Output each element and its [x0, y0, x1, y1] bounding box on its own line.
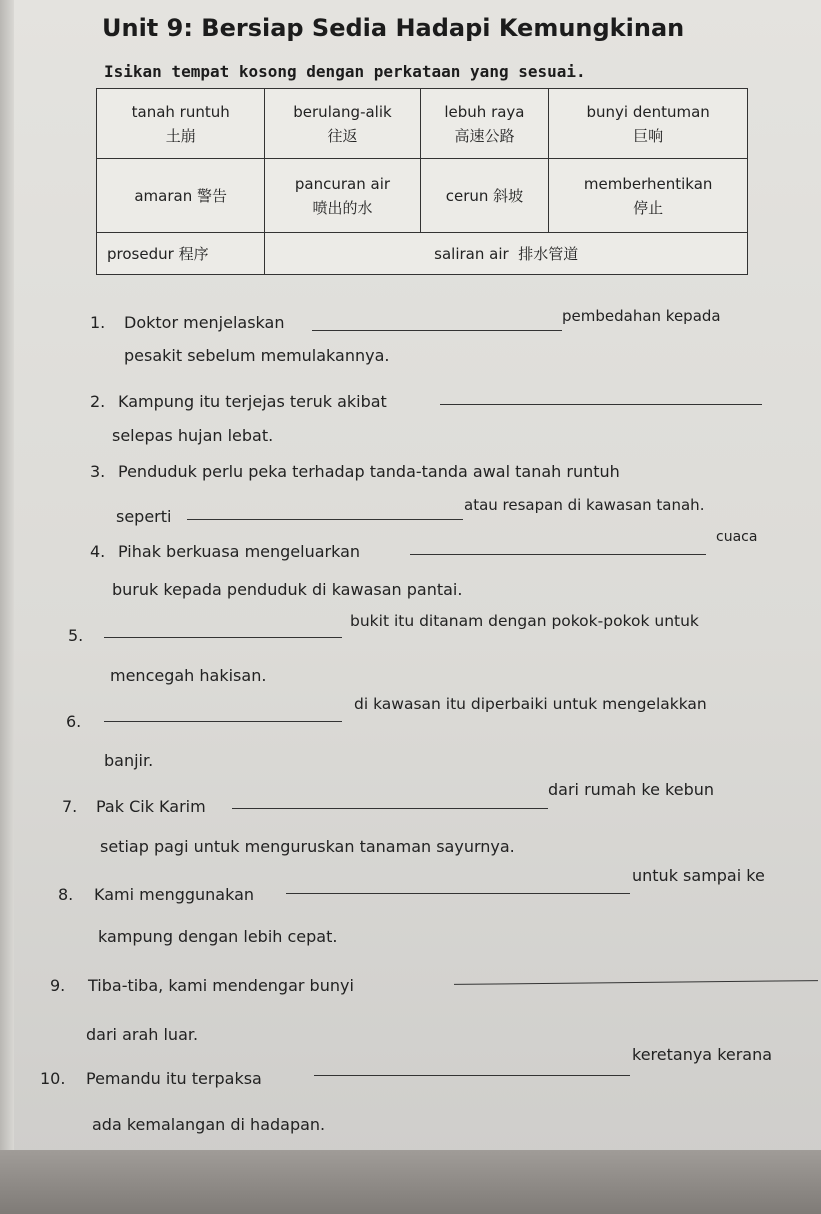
question-1-blank[interactable]: [312, 330, 562, 331]
question-4-text-after: cuaca: [716, 529, 758, 545]
vocab-cell: saliran air 排水管道: [265, 233, 748, 275]
question-8-continuation: kampung dengan lebih cepat.: [98, 927, 338, 946]
question-1-text: Doktor menjelaskan: [124, 313, 285, 332]
question-8-text: Kami menggunakan: [94, 885, 255, 904]
vocab-cell: memberhentikan 停止: [549, 159, 748, 233]
table-surface: [0, 1150, 821, 1214]
question-2-blank[interactable]: [440, 404, 762, 405]
vocab-cell: berulang-alik 往返: [265, 89, 420, 159]
question-6-number: 6.: [66, 712, 82, 731]
question-10-continuation: ada kemalangan di hadapan.: [92, 1115, 326, 1134]
question-10-blank[interactable]: [314, 1075, 630, 1076]
question-3-text-after: atau resapan di kawasan tanah.: [464, 496, 705, 514]
question-2-number: 2.: [90, 392, 106, 411]
question-3-text-line2: seperti: [116, 507, 172, 526]
question-8-number: 8.: [58, 885, 74, 904]
question-5-text-after: bukit itu ditanam dengan pokok-pokok untuk: [350, 612, 699, 630]
question-9-continuation: dari arah luar.: [86, 1025, 199, 1044]
page-spine: [0, 0, 14, 1160]
vocab-cell: pancuran air 喷出的水: [265, 159, 420, 233]
question-7-text: Pak Cik Karim: [96, 797, 206, 816]
question-1-text-after: pembedahan kepada: [562, 307, 721, 325]
question-7-number: 7.: [62, 797, 78, 816]
question-9-number: 9.: [50, 976, 66, 995]
question-10-text-after: keretanya kerana: [632, 1045, 773, 1064]
vocab-cell: cerun 斜坡: [420, 159, 549, 233]
question-8-blank[interactable]: [286, 893, 630, 894]
vocab-cell: amaran 警告: [97, 159, 265, 233]
question-5-number: 5.: [68, 626, 84, 645]
question-6-blank[interactable]: [104, 721, 342, 722]
question-3-text: Penduduk perlu peka terhadap tanda-tanda awal tanah runtuh: [118, 462, 620, 481]
question-4-continuation: buruk kepada penduduk di kawasan pantai.: [112, 580, 463, 599]
question-5-continuation: mencegah hakisan.: [110, 666, 267, 685]
question-3-blank[interactable]: [187, 519, 463, 520]
question-1-number: 1.: [90, 313, 106, 332]
question-9-text: Tiba-tiba, kami mendengar bunyi: [88, 976, 354, 995]
question-5-blank[interactable]: [104, 637, 342, 638]
question-7-blank[interactable]: [232, 808, 548, 809]
question-1-continuation: pesakit sebelum memulakannya.: [124, 346, 390, 365]
question-4-blank[interactable]: [410, 554, 706, 555]
question-6-text-after: di kawasan itu diperbaiki untuk mengelakkan: [354, 695, 707, 713]
question-3-number: 3.: [90, 462, 106, 481]
question-4-number: 4.: [90, 542, 106, 561]
question-6-continuation: banjir.: [104, 751, 154, 770]
question-2-continuation: selepas hujan lebat.: [112, 426, 274, 445]
instruction-text: Isikan tempat kosong dengan perkataan yang sesuai.: [104, 62, 586, 81]
question-7-text-after: dari rumah ke kebun: [548, 780, 715, 799]
vocabulary-table: [96, 88, 748, 275]
question-4-text: Pihak berkuasa mengeluarkan: [118, 542, 361, 561]
unit-title: Unit 9: Bersiap Sedia Hadapi Kemungkinan: [102, 14, 685, 42]
vocab-cell: tanah runtuh 土崩: [97, 89, 265, 159]
question-7-continuation: setiap pagi untuk menguruskan tanaman sayurnya.: [100, 837, 515, 856]
question-8-text-after: untuk sampai ke: [632, 866, 765, 885]
vocab-cell: prosedur 程序: [97, 233, 265, 275]
vocab-cell: bunyi dentuman 巨响: [549, 89, 748, 159]
question-10-text: Pemandu itu terpaksa: [86, 1069, 262, 1088]
vocab-cell: lebuh raya 高速公路: [420, 89, 549, 159]
question-10-number: 10.: [40, 1069, 66, 1088]
question-2-text: Kampung itu terjejas teruk akibat: [118, 392, 387, 411]
